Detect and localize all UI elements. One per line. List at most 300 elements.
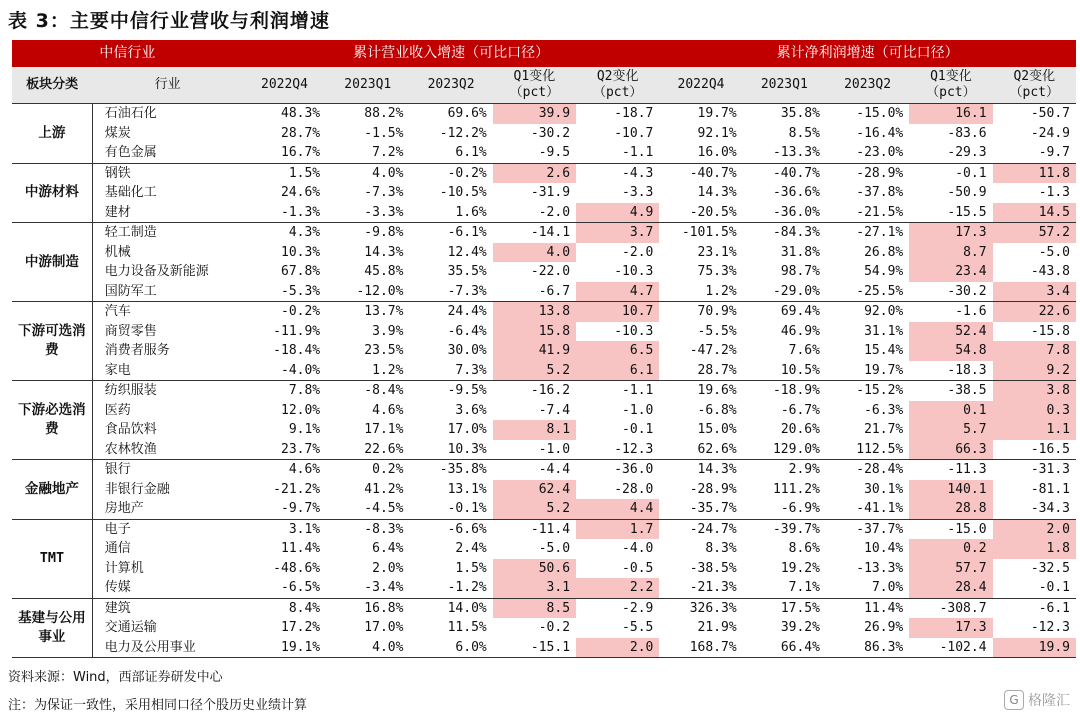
value-cell: -13.3%	[743, 143, 826, 163]
value-cell: -0.1%	[409, 499, 492, 519]
value-cell: -47.2%	[689, 343, 737, 358]
value-cell: -28.0	[614, 481, 654, 497]
value-cell: -39.7%	[772, 521, 820, 537]
value-cell: 10.7	[576, 302, 659, 322]
value-cell: -31.9	[530, 185, 571, 200]
table-row	[12, 559, 1076, 579]
value-cell: -7.3%	[409, 282, 492, 302]
value-cell: -9.8%	[364, 225, 404, 240]
value-cell: -12.3	[1030, 620, 1070, 635]
value-cell: 3.8	[993, 381, 1076, 401]
value-cell: 7.0%	[826, 578, 909, 598]
value-cell: -6.1	[1038, 600, 1070, 616]
value-cell: 9.1%	[288, 422, 321, 437]
value-cell: -43.8	[1030, 264, 1070, 279]
value-cell: -2.0	[493, 203, 576, 223]
industry-name: 传媒	[92, 578, 243, 598]
value-cell: -41.1%	[826, 499, 909, 519]
value-cell: 7.2%	[326, 143, 409, 163]
value-cell: 14.0%	[447, 600, 487, 616]
value-cell: 14.3%	[697, 462, 737, 477]
value-cell: 140.1	[909, 480, 992, 500]
industry-name: 交通运输	[104, 620, 157, 635]
value-cell: -6.3%	[864, 402, 904, 418]
value-cell: -6.1%	[447, 225, 487, 240]
value-cell: 112.5%	[826, 440, 909, 460]
value-cell: -24.7%	[689, 521, 737, 537]
industry-name: 电力设备及新能源	[104, 264, 209, 279]
table-row	[12, 598, 1076, 618]
value-cell: 57.7	[909, 559, 992, 579]
table-row	[12, 381, 1076, 401]
col-header-2: 2023Q2	[409, 67, 492, 104]
value-cell: 0.3	[993, 401, 1076, 421]
value-cell: 41.2%	[364, 481, 404, 497]
table-row	[12, 223, 1076, 243]
table-row	[12, 302, 1076, 322]
value-cell: -10.7	[614, 125, 654, 141]
value-cell: -4.5%	[326, 499, 409, 519]
header-column-row	[12, 67, 1076, 104]
value-cell: -24.9	[1030, 125, 1070, 141]
value-cell: 67.8%	[281, 264, 321, 279]
value-cell: 14.3%	[364, 244, 404, 260]
col-header-0: 2022Q4	[243, 67, 326, 104]
value-cell: -15.1	[493, 638, 576, 658]
value-cell: -23.0%	[826, 143, 909, 163]
value-cell: 54.9%	[864, 264, 904, 279]
value-cell: 17.2%	[281, 620, 321, 635]
value-cell: -10.5%	[439, 185, 487, 200]
value-cell: -10.3	[614, 323, 654, 339]
value-cell: 86.3%	[826, 638, 909, 658]
value-cell: -6.9%	[743, 499, 826, 519]
value-cell: 19.2%	[780, 560, 820, 576]
table-title: 表 3：主要中信行业营收与利润增速	[8, 10, 330, 32]
value-cell: -15.2%	[856, 383, 904, 398]
value-cell: 12.0%	[281, 402, 321, 418]
industry-growth-table	[12, 40, 1076, 658]
value-cell: 1.7	[576, 519, 659, 539]
value-cell: -36.6%	[772, 185, 820, 200]
value-cell: 5.2	[493, 361, 576, 381]
table-row	[12, 163, 1076, 183]
value-cell: 21.7%	[864, 422, 904, 437]
industry-name: 钢铁	[104, 165, 131, 181]
value-cell: 7.3%	[409, 361, 492, 381]
value-cell: 35.5%	[447, 264, 487, 279]
table-row	[12, 578, 1076, 598]
value-cell: 69.6%	[447, 106, 487, 121]
value-cell: 92.0%	[864, 304, 904, 319]
industry-name: 建材	[92, 203, 243, 223]
value-cell: 3.4	[993, 282, 1076, 302]
value-cell: -29.3	[909, 143, 992, 163]
value-cell: 16.8%	[364, 600, 404, 616]
value-cell: 39.2%	[780, 620, 820, 635]
table-row	[12, 282, 1076, 302]
value-cell: -36.0%	[743, 203, 826, 223]
value-cell: 4.4	[576, 499, 659, 519]
industry-name: 通信	[104, 541, 131, 556]
table-row	[12, 262, 1076, 282]
value-cell: -12.2%	[439, 125, 487, 141]
industry-name: 消费者服务	[104, 343, 170, 358]
value-cell: 48.3%	[281, 106, 321, 121]
value-cell: 35.8%	[780, 106, 820, 121]
table-row	[12, 460, 1076, 480]
value-cell: 7.6%	[788, 343, 820, 358]
value-cell: -32.5	[1030, 560, 1070, 576]
value-cell: -4.3	[622, 165, 654, 181]
value-cell: 16.0%	[659, 143, 742, 163]
industry-name: 农林牧渔	[92, 440, 243, 460]
value-cell: 0.1	[909, 401, 992, 421]
value-cell: -16.4%	[856, 125, 904, 141]
value-cell: -0.2	[538, 620, 571, 635]
value-cell: 28.7%	[281, 125, 321, 141]
value-cell: 1.2%	[326, 361, 409, 381]
value-cell: 0.2%	[372, 462, 404, 477]
value-cell: 17.0%	[364, 620, 404, 635]
value-cell: 69.4%	[780, 304, 820, 319]
value-cell: -15.8	[1030, 323, 1070, 339]
value-cell: -35.7%	[659, 499, 742, 519]
industry-name: 石油石化	[104, 106, 157, 121]
industry-name: 银行	[104, 462, 131, 477]
value-cell: 2.4%	[455, 541, 487, 556]
value-cell: -5.3%	[243, 282, 326, 302]
table-row	[12, 519, 1076, 539]
value-cell: 26.8%	[864, 244, 904, 260]
value-cell: -0.1	[955, 165, 987, 181]
value-cell: 10.3%	[281, 244, 321, 260]
value-cell: -5.0	[1038, 244, 1070, 260]
value-cell: -9.7	[993, 143, 1076, 163]
table-body	[12, 104, 1076, 658]
value-cell: 4.7	[576, 282, 659, 302]
value-cell: -1.0	[622, 402, 654, 418]
value-cell: 13.1%	[447, 481, 487, 497]
value-cell: 19.9	[993, 638, 1076, 658]
industry-name: 建筑	[104, 600, 131, 616]
value-cell: 30.1%	[864, 481, 904, 497]
value-cell: 13.7%	[364, 304, 404, 319]
table-row	[12, 104, 1076, 124]
value-cell: -35.8%	[439, 462, 487, 477]
value-cell: 6.1	[576, 361, 659, 381]
industry-name: 食品饮料	[104, 422, 157, 437]
col-header-6: 2023Q1	[743, 67, 826, 104]
value-cell: -5.5%	[697, 323, 737, 339]
value-cell: 13.8	[493, 302, 576, 322]
header-group-row	[12, 40, 1076, 67]
value-cell: 23.7%	[243, 440, 326, 460]
value-cell: -1.3	[1038, 185, 1070, 200]
value-cell: 4.9	[576, 203, 659, 223]
sector-label: 下游可选消费	[12, 302, 92, 381]
value-cell: -22.0	[530, 264, 571, 279]
value-cell: -1.5%	[364, 125, 404, 141]
value-cell: 19.6%	[697, 383, 737, 398]
value-cell: -8.3%	[364, 521, 404, 537]
value-cell: 6.1%	[409, 143, 492, 163]
value-cell: -9.5	[493, 143, 576, 163]
value-cell: 326.3%	[689, 600, 737, 616]
value-cell: 17.1%	[364, 422, 404, 437]
industry-name: 有色金属	[92, 143, 243, 163]
value-cell: -15.5	[909, 203, 992, 223]
value-cell: 31.8%	[780, 244, 820, 260]
value-cell: -15.0%	[856, 106, 904, 121]
value-cell: 3.1	[493, 578, 576, 598]
value-cell: 168.7%	[659, 638, 742, 658]
value-cell: 28.4	[909, 578, 992, 598]
industry-name: 机械	[104, 244, 131, 260]
value-cell: -21.3%	[659, 578, 742, 598]
value-cell: -18.9%	[772, 383, 820, 398]
value-cell: -5.0	[538, 541, 571, 556]
value-cell: 39.9	[493, 104, 576, 124]
value-cell: 8.3%	[705, 541, 737, 556]
table-row	[12, 618, 1076, 638]
value-cell: 75.3%	[697, 264, 737, 279]
col-header-4: Q2变化（pct）	[576, 67, 659, 104]
industry-name: 国防军工	[92, 282, 243, 302]
value-cell: 1.5%	[288, 165, 321, 181]
table-row	[12, 638, 1076, 658]
value-cell: -16.5	[993, 440, 1076, 460]
value-cell: 1.8	[993, 539, 1076, 559]
value-cell: 2.9%	[788, 462, 820, 477]
col-header-5: 2022Q4	[659, 67, 742, 104]
value-cell: 4.0%	[372, 165, 404, 181]
value-cell: -6.8%	[697, 402, 737, 418]
value-cell: 8.1	[493, 420, 576, 440]
value-cell: 54.8	[909, 341, 992, 361]
industry-name: 汽车	[104, 304, 131, 319]
value-cell: -6.5%	[243, 578, 326, 598]
value-cell: -18.3	[909, 361, 992, 381]
value-cell: 11.5%	[447, 620, 487, 635]
sector-label: 上游	[12, 104, 92, 164]
value-cell: 10.4%	[864, 541, 904, 556]
value-cell: 92.1%	[697, 125, 737, 141]
value-cell: 8.6%	[788, 541, 820, 556]
value-cell: -31.3	[1030, 462, 1070, 477]
value-cell: -8.4%	[364, 383, 404, 398]
value-cell: -18.7	[614, 106, 654, 121]
value-cell: 14.3%	[697, 185, 737, 200]
value-cell: -6.4%	[447, 323, 487, 339]
value-cell: -0.1	[622, 422, 654, 437]
value-cell: 28.7%	[659, 361, 742, 381]
value-cell: -4.0%	[243, 361, 326, 381]
group-header-net-profit: 累计净利润增速（可比口径）	[659, 40, 1076, 67]
value-cell: -0.5	[622, 560, 654, 576]
value-cell: 8.4%	[288, 600, 321, 616]
value-cell: 10.5%	[743, 361, 826, 381]
value-cell: -6.6%	[447, 521, 487, 537]
table-row	[12, 361, 1076, 381]
value-cell: -21.5%	[826, 203, 909, 223]
col-header-industry: 行业	[92, 67, 243, 104]
value-cell: 31.1%	[864, 323, 904, 339]
value-cell: 4.6%	[372, 402, 404, 418]
value-cell: -81.1	[1030, 481, 1070, 497]
value-cell: 15.0%	[697, 422, 737, 437]
value-cell: -20.5%	[659, 203, 742, 223]
value-cell: -10.3	[614, 264, 654, 279]
table-row	[12, 539, 1076, 559]
value-cell: 19.7%	[826, 361, 909, 381]
source-note: 资料来源：Wind，西部证券研发中心	[8, 670, 223, 685]
value-cell: -27.1%	[856, 225, 904, 240]
value-cell: 2.0	[576, 638, 659, 658]
value-cell: 5.7	[909, 420, 992, 440]
table-row	[12, 480, 1076, 500]
value-cell: -1.1	[622, 383, 654, 398]
value-cell: 4.3%	[288, 225, 321, 240]
value-cell: -13.3%	[856, 560, 904, 576]
value-cell: 1.1	[993, 420, 1076, 440]
value-cell: 66.3	[909, 440, 992, 460]
col-header-9: Q2变化（pct）	[993, 67, 1076, 104]
value-cell: -7.3%	[364, 185, 404, 200]
value-cell: 5.2	[493, 499, 576, 519]
value-cell: 17.5%	[780, 600, 820, 616]
value-cell: -48.6%	[273, 560, 321, 576]
value-cell: 2.6	[493, 163, 576, 183]
value-cell: -14.1	[530, 225, 571, 240]
col-header-8: Q1变化（pct）	[909, 67, 992, 104]
industry-name: 家电	[92, 361, 243, 381]
industry-name: 商贸零售	[104, 323, 157, 339]
sector-label: TMT	[12, 519, 92, 598]
value-cell: 8.5	[493, 598, 576, 618]
value-cell: -6.7	[493, 282, 576, 302]
footnote: 注：为保证一致性，采用相同口径个股历史业绩计算	[8, 698, 308, 713]
value-cell: 1.6%	[409, 203, 492, 223]
table-row	[12, 440, 1076, 460]
industry-name: 基础化工	[104, 185, 157, 200]
value-cell: 3.1%	[288, 521, 321, 537]
value-cell: -16.2	[530, 383, 571, 398]
value-cell: -3.3%	[326, 203, 409, 223]
value-cell: 1.5%	[455, 560, 487, 576]
value-cell: 9.2	[993, 361, 1076, 381]
value-cell: 19.7%	[697, 106, 737, 121]
value-cell: 1.2%	[659, 282, 742, 302]
industry-name: 电子	[104, 521, 131, 537]
value-cell: 21.9%	[697, 620, 737, 635]
value-cell: -3.4%	[326, 578, 409, 598]
value-cell: 70.9%	[697, 304, 737, 319]
col-header-7: 2023Q2	[826, 67, 909, 104]
sector-label: 金融地产	[12, 460, 92, 520]
value-cell: 3.9%	[372, 323, 404, 339]
industry-name: 非银行金融	[104, 481, 170, 497]
value-cell: 111.2%	[772, 481, 820, 497]
value-cell: -1.1	[576, 143, 659, 163]
group-header-revenue: 累计营业收入增速（可比口径）	[243, 40, 660, 67]
value-cell: -7.4	[538, 402, 571, 418]
value-cell: -4.0	[622, 541, 654, 556]
value-cell: 30.0%	[447, 343, 487, 358]
table-row	[12, 183, 1076, 203]
sector-label: 下游必选消费	[12, 381, 92, 460]
table-row	[12, 124, 1076, 144]
value-cell: -2.0	[622, 244, 654, 260]
value-cell: -50.9	[947, 185, 987, 200]
value-cell: -15.0	[947, 521, 987, 537]
value-cell: -40.7%	[689, 165, 737, 181]
value-cell: 62.6%	[659, 440, 742, 460]
value-cell: -308.7	[939, 600, 987, 616]
value-cell: 16.7%	[243, 143, 326, 163]
value-cell: 4.6%	[288, 462, 321, 477]
value-cell: -30.2	[909, 282, 992, 302]
value-cell: 11.8	[993, 163, 1076, 183]
industry-name: 轻工制造	[104, 225, 157, 240]
value-cell: 2.0%	[372, 560, 404, 576]
value-cell: 28.8	[909, 499, 992, 519]
value-cell: 2.2	[576, 578, 659, 598]
value-cell: 66.4%	[743, 638, 826, 658]
value-cell: -28.9%	[689, 481, 737, 497]
value-cell: 3.6%	[455, 402, 487, 418]
value-cell: 8.7	[909, 243, 992, 263]
value-cell: -38.5	[947, 383, 987, 398]
value-cell: 10.3%	[409, 440, 492, 460]
value-cell: -18.4%	[273, 343, 321, 358]
value-cell: 22.6	[993, 302, 1076, 322]
value-cell: 14.5	[993, 203, 1076, 223]
value-cell: 12.4%	[447, 244, 487, 260]
industry-name: 纺织服装	[104, 383, 157, 398]
value-cell: 41.9	[493, 341, 576, 361]
industry-name: 计算机	[104, 560, 144, 576]
value-cell: 6.0%	[409, 638, 492, 658]
table-row	[12, 243, 1076, 263]
watermark-text: 格隆汇	[1028, 693, 1070, 709]
value-cell: 7.8%	[288, 383, 321, 398]
value-cell: -84.3%	[772, 225, 820, 240]
value-cell: 2.0	[993, 519, 1076, 539]
value-cell: -40.7%	[772, 165, 820, 181]
value-cell: 3.7	[576, 223, 659, 243]
value-cell: 22.6%	[326, 440, 409, 460]
value-cell: -1.2%	[409, 578, 492, 598]
logo-icon: G	[1004, 690, 1024, 710]
value-cell: -4.4	[538, 462, 571, 477]
value-cell: 24.6%	[281, 185, 321, 200]
value-cell: 57.2	[993, 223, 1076, 243]
industry-name: 煤炭	[104, 125, 131, 141]
value-cell: 23.1%	[697, 244, 737, 260]
value-cell: -11.3	[947, 462, 987, 477]
value-cell: -83.6	[947, 125, 987, 141]
value-cell: -1.0	[493, 440, 576, 460]
value-cell: -50.7	[1030, 106, 1070, 121]
value-cell: 0.2	[909, 539, 992, 559]
value-cell: 4.0	[493, 243, 576, 263]
table-row	[12, 322, 1076, 342]
value-cell: -9.5%	[447, 383, 487, 398]
group-header-industry: 中信行业	[12, 40, 243, 67]
value-cell: 20.6%	[780, 422, 820, 437]
value-cell: 4.0%	[326, 638, 409, 658]
